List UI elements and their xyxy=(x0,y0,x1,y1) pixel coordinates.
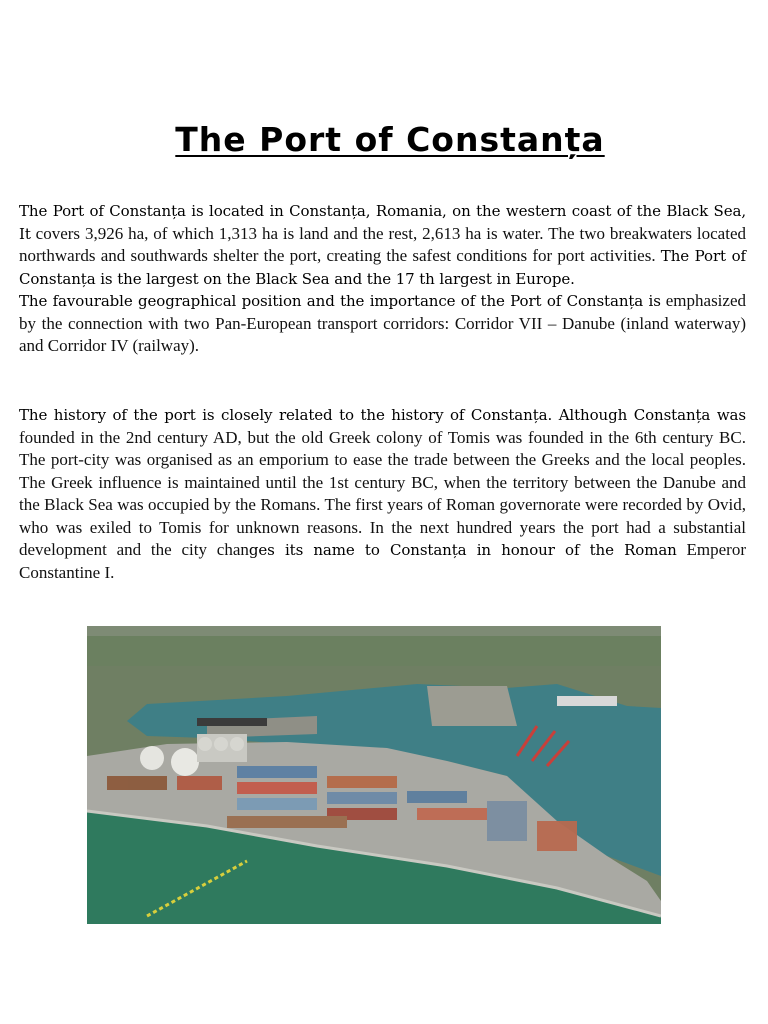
page-title: The Port of Constanța xyxy=(175,120,605,159)
paragraph-lead: The history of the port is closely related to the history of Constanța. Although Constanța was xyxy=(19,406,746,424)
paragraph-location xyxy=(19,200,746,290)
paragraph-body: covers 3,926 ha, of which 1,313 ha is land and the rest, 2,613 ha is water. The two breakwaters located northwards and southwards shelter the port, creating the safest conditions for port activities. xyxy=(19,223,746,265)
paragraph-tail: The Port of Constanța is the largest on the Black Sea and the 17 th largest in Europe. xyxy=(19,247,746,288)
paragraph-tail: ges its name to Constanța in honour of the Roman xyxy=(248,541,677,559)
paragraph-end: Emperor Constantine I. xyxy=(19,540,746,582)
paragraph-body: founded in the 2nd century AD, but the old Greek colony of Tomis was founded in the 6th century BC. The port-city was organised as an emporium to ease the trade between the Greeks and the local peoples. The Greek influence is maintained until the 1st century BC, when the territory between the Danube and the Black Sea was occupied by the Romans. The first years of Roman governorate were recorded by Ovid, who was exiled to Tomis for unknown reasons. In the next hundred years the port had a substantial development and the city chan xyxy=(19,427,746,559)
port-aerial-illustration xyxy=(87,626,661,924)
paragraph-lead: The Port of Constanța is located in Constanța, Romania, on the western coast of the Black Sea, It xyxy=(19,202,746,243)
paragraph-lead: The favourable geographical position and the importance of the Port of Constanța is xyxy=(19,292,661,310)
paragraph-position xyxy=(19,290,746,358)
paragraph-history xyxy=(19,404,746,584)
port-aerial-photo xyxy=(87,626,661,924)
paragraph-body: emphasized by the connection with two Pan-European transport corridors: Corridor VII – Danube (inland waterway) and Corridor IV (railway). xyxy=(19,291,746,355)
